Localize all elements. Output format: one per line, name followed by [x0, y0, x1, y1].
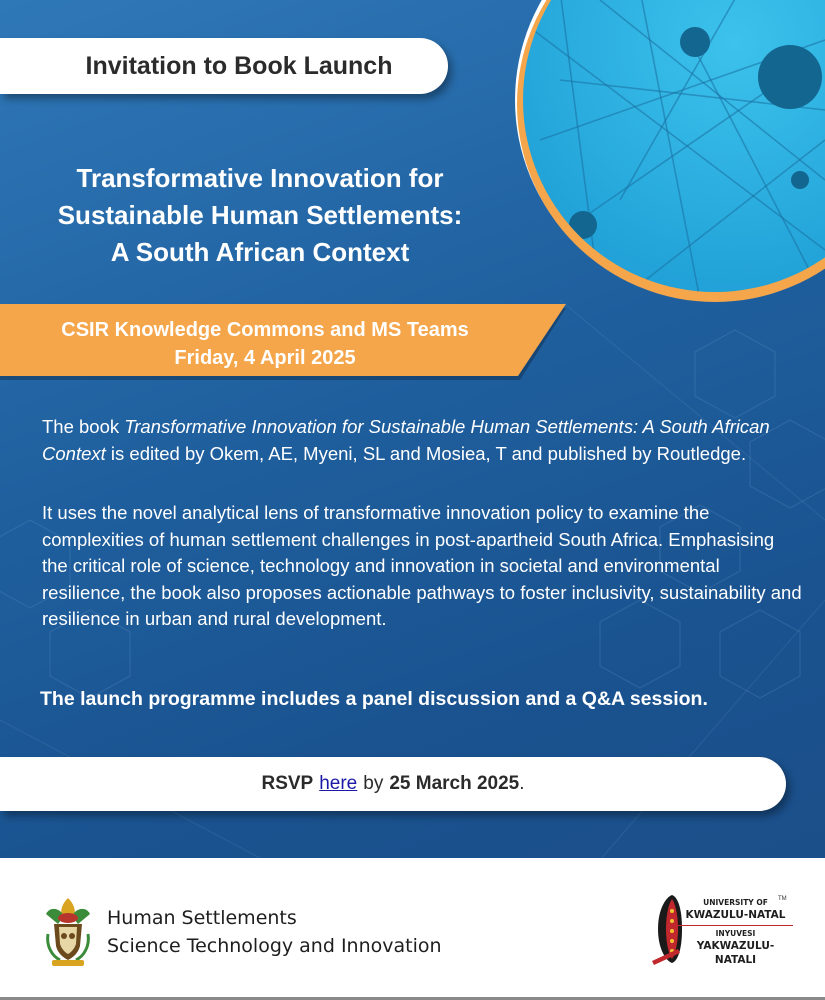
intro-suffix: is edited by Okem, AE, Myeni, SL and Mosiea, T and published by Routledge.	[105, 442, 747, 464]
trademark-mark: TM	[778, 896, 787, 902]
footer	[0, 858, 825, 1000]
ukzn-line: UNIVERSITY OF	[703, 898, 768, 907]
department-name	[107, 904, 442, 960]
department-line: Human Settlements	[107, 907, 297, 929]
ukzn-line: KWAZULU-NATAL	[678, 908, 793, 926]
invitation-heading-banner	[0, 38, 448, 94]
programme-statement: The launch programme includes a panel discussion and a Q&A session.	[40, 688, 708, 710]
event-date: Friday, 4 April 2025	[174, 347, 356, 369]
intro-prefix: The book	[42, 416, 125, 437]
rsvp-by: by	[363, 773, 384, 794]
venue-date-text	[0, 316, 530, 372]
sa-coat-of-arms-icon	[40, 894, 96, 970]
rsvp-link[interactable]: here	[319, 773, 358, 794]
rsvp-label: RSVP	[261, 773, 314, 794]
book-title-line: A South African Context	[110, 237, 410, 267]
invitation-heading: Invitation to Book Launch	[85, 51, 393, 80]
intro-book-title: Transformative Innovation for Sustainable Human Settlements: A South African Context	[42, 416, 770, 464]
ukzn-wordmark	[678, 898, 793, 967]
book-title-line: Sustainable Human Settlements:	[57, 200, 463, 230]
ukzn-line: INYUVESI	[715, 929, 756, 938]
book-title-line: Transformative Innovation for	[76, 163, 444, 193]
book-title	[30, 160, 490, 271]
department-line: Science Technology and Innovation	[107, 935, 442, 957]
event-venue: CSIR Knowledge Commons and MS Teams	[61, 319, 469, 341]
rsvp-deadline: 25 March 2025	[389, 773, 520, 794]
ukzn-line: YAKWAZULU-NATALI	[696, 940, 775, 966]
rsvp-period: .	[519, 773, 525, 794]
book-intro-paragraph	[42, 414, 802, 467]
rsvp-banner	[0, 757, 786, 811]
book-description-paragraph: It uses the novel analytical lens of transformative innovation policy to examine the complexities of human settlement challenges in post-apartheid South Africa. Emphasising the critical role of science, technology and innovation in societal and environmental resilience, the book also proposes actionable pathways to foster inclusivity, sustainability and resilience in urban and rural development.	[42, 502, 802, 629]
